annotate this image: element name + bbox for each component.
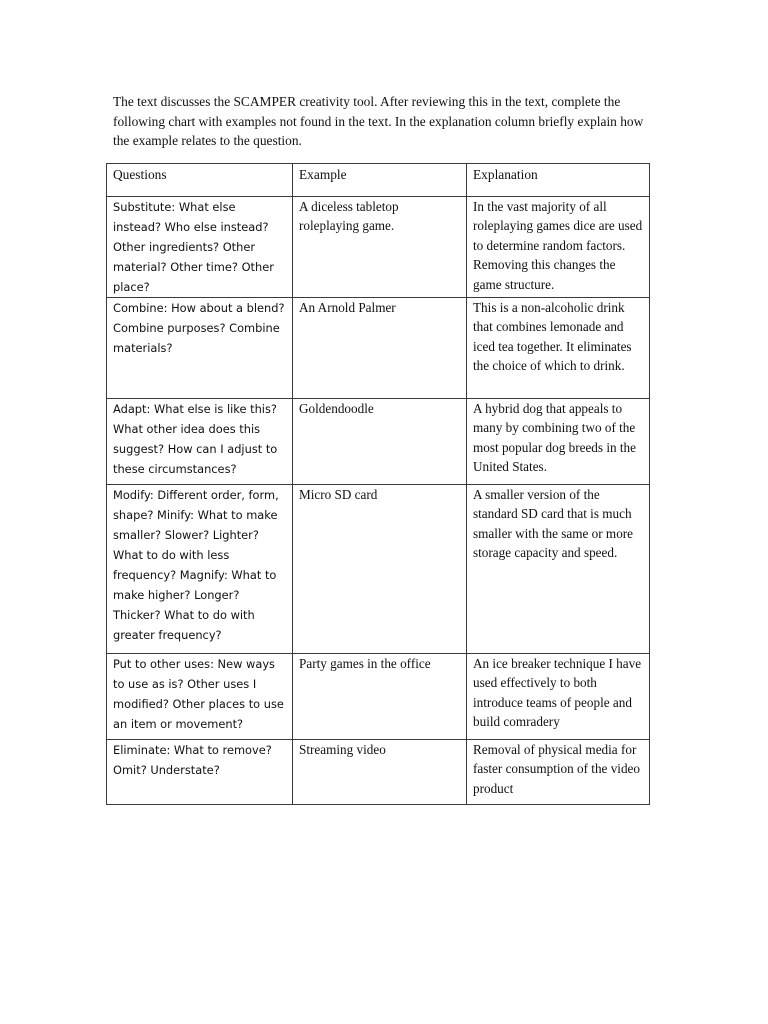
table-row <box>107 654 650 740</box>
scamper-table <box>106 163 650 805</box>
question-cell: Adapt: What else is like this? What other idea does this suggest? How can I adjust to these circumstances? <box>107 399 293 485</box>
explanation-cell: This is a non-alcoholic drink that combines lemonade and iced tea together. It eliminates the choice of which to drink. <box>467 298 650 399</box>
header-example: Example <box>293 164 467 197</box>
question-cell: Combine: How about a blend? Combine purposes? Combine materials? <box>107 298 293 399</box>
header-questions: Questions <box>107 164 293 197</box>
question-cell: Put to other uses: New ways to use as is? Other uses I modified? Other places to use an item or movement? <box>107 654 293 740</box>
example-cell: An Arnold Palmer <box>293 298 467 399</box>
explanation-cell: Removal of physical media for faster consumption of the video product <box>467 740 650 805</box>
example-cell: Streaming video <box>293 740 467 805</box>
table-row <box>107 399 650 485</box>
explanation-cell: An ice breaker technique I have used effectively to both introduce teams of people and build comradery <box>467 654 650 740</box>
table-row <box>107 197 650 298</box>
example-cell: A diceless tabletop roleplaying game. <box>293 197 467 298</box>
question-cell: Modify: Different order, form, shape? Minify: What to make smaller? Slower? Lighter? What to do with less frequency? Magnify: What to make higher? Longer? Thicker? What to do with greater frequency? <box>107 485 293 654</box>
question-cell: Eliminate: What to remove? Omit? Understate? <box>107 740 293 805</box>
table-row <box>107 485 650 654</box>
table-row <box>107 298 650 399</box>
example-cell: Goldendoodle <box>293 399 467 485</box>
table-row <box>107 740 650 805</box>
header-explanation: Explanation <box>467 164 650 197</box>
question-cell: Substitute: What else instead? Who else instead? Other ingredients? Other material? Other time? Other place? <box>107 197 293 298</box>
intro-paragraph: The text discusses the SCAMPER creativity tool. After reviewing this in the text, complete the following chart with examples not found in the text. In the explanation column briefly explain how the example relates to the question. <box>113 94 644 148</box>
example-cell: Micro SD card <box>293 485 467 654</box>
explanation-cell: A hybrid dog that appeals to many by combining two of the most popular dog breeds in the United States. <box>467 399 650 485</box>
example-cell: Party games in the office <box>293 654 467 740</box>
explanation-cell: A smaller version of the standard SD card that is much smaller with the same or more storage capacity and speed. <box>467 485 650 654</box>
explanation-cell: In the vast majority of all roleplaying games dice are used to determine random factors. Removing this changes the game structure. <box>467 197 650 298</box>
table-header-row <box>107 164 650 197</box>
